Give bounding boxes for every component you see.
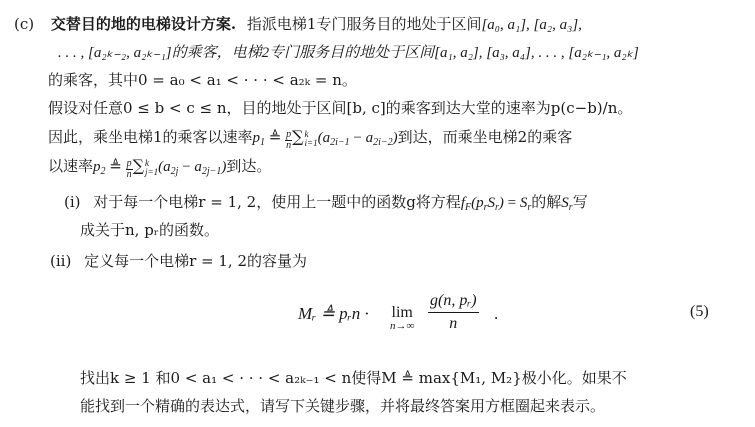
p5-text-b: 到达，而乘坐电梯2的乘客	[397, 128, 573, 146]
p4-text: 假设对任意0 ≤ b < c ≤ n，目的地处于区间[b, c]的乘客到达大堂的速率为p(c−b)/n。	[48, 99, 633, 117]
item-ii-line	[50, 251, 307, 271]
p2-rate-expr: $p_2$ ≜ $\frac{p}{n}$ ∑ k j=1 $(a_{2j} - a_{2j-1})$	[93, 156, 227, 180]
equation-number: (5)	[690, 303, 709, 320]
item-i-text-a: 对于每一个电梯r = 1, 2，使用上一题中的函数g将方程	[93, 193, 461, 211]
item-i-equation: $f_F(p_rS_r) = S_r$	[460, 195, 532, 213]
item-i-solution-prefix: 的解	[531, 193, 562, 211]
item-ii-label: (ii)	[50, 252, 72, 270]
p1-text: 指派电梯1专门服务目的地处于区间	[246, 15, 482, 33]
item-i-text-b: 写	[572, 193, 588, 211]
final-line-2	[80, 396, 605, 416]
p1-rate-expr: $p_1$ ≜ $\frac{p}{n}$ ∑ k i=1 $(a_{2i-1} - a_{2i-2})$	[252, 127, 398, 151]
part-c-line-1	[14, 14, 582, 35]
p5-text-a: 因此，乘坐电梯1的乘客以速率	[48, 128, 253, 146]
limit-operator	[390, 304, 414, 332]
item-i-line-1: (i) 对于每一个电梯r = 1, 2，使用上一题中的函数g将方程$f_F(p_rS_r) = S_r$的解$S_r$写	[64, 193, 588, 213]
item-i-label: (i)	[64, 193, 81, 211]
display-equation	[298, 292, 518, 340]
item-i-text-c: 成关于n, pᵣ的函数。	[80, 221, 220, 239]
part-label: (c)	[14, 15, 35, 33]
p6-text-b: 到达。	[226, 157, 272, 175]
item-i-line-2	[80, 220, 219, 240]
p2-line	[58, 42, 639, 63]
p1-intervals: [a₀, a₁], [a₂, a₃],	[481, 17, 582, 33]
equation-lhs: Mᵣ ≜ pᵣn ·	[298, 304, 369, 323]
p5-line	[48, 127, 572, 153]
p4-line	[48, 98, 632, 118]
fraction-denominator: n	[449, 315, 458, 332]
p3-text: 的乘客，其中0 = a₀ < a₁ < · · · < a₂ₖ = n。	[48, 71, 357, 89]
final-line-1	[80, 368, 627, 388]
equation-period: .	[494, 304, 499, 323]
p6-text-a: 以速率	[48, 157, 94, 175]
p6-line	[48, 156, 271, 182]
limit-text: lim	[391, 304, 413, 321]
p3-line	[48, 70, 357, 90]
equation-fraction	[428, 292, 479, 333]
limit-subscript: n→∞	[390, 320, 415, 332]
final-text-2: 能找到一个精确的表达式，请写下关键步骤，并将最终答案用方框圈起来表示。	[80, 397, 606, 415]
section-heading: 交替目的地的电梯设计方案.	[50, 15, 237, 33]
item-ii-text: 定义每一个电梯r = 1, 2的容量为	[84, 252, 307, 270]
final-text-1: 找出k ≥ 1 和0 < a₁ < · · · < a₂ₖ₋₁ < n使得M ≜ max{M₁, M₂}极小化。如果不	[80, 369, 627, 387]
p2-text: . . . , [a₂ₖ₋₂, a₂ₖ₋₁]的乘客，电梯2专门服务目的地处于区间[a₁, a₂], [a₃, a₄], . . . , [a₂ₖ₋₁, a₂ₖ]	[58, 45, 639, 61]
fraction-numerator: g(n, pᵣ)	[428, 292, 479, 313]
